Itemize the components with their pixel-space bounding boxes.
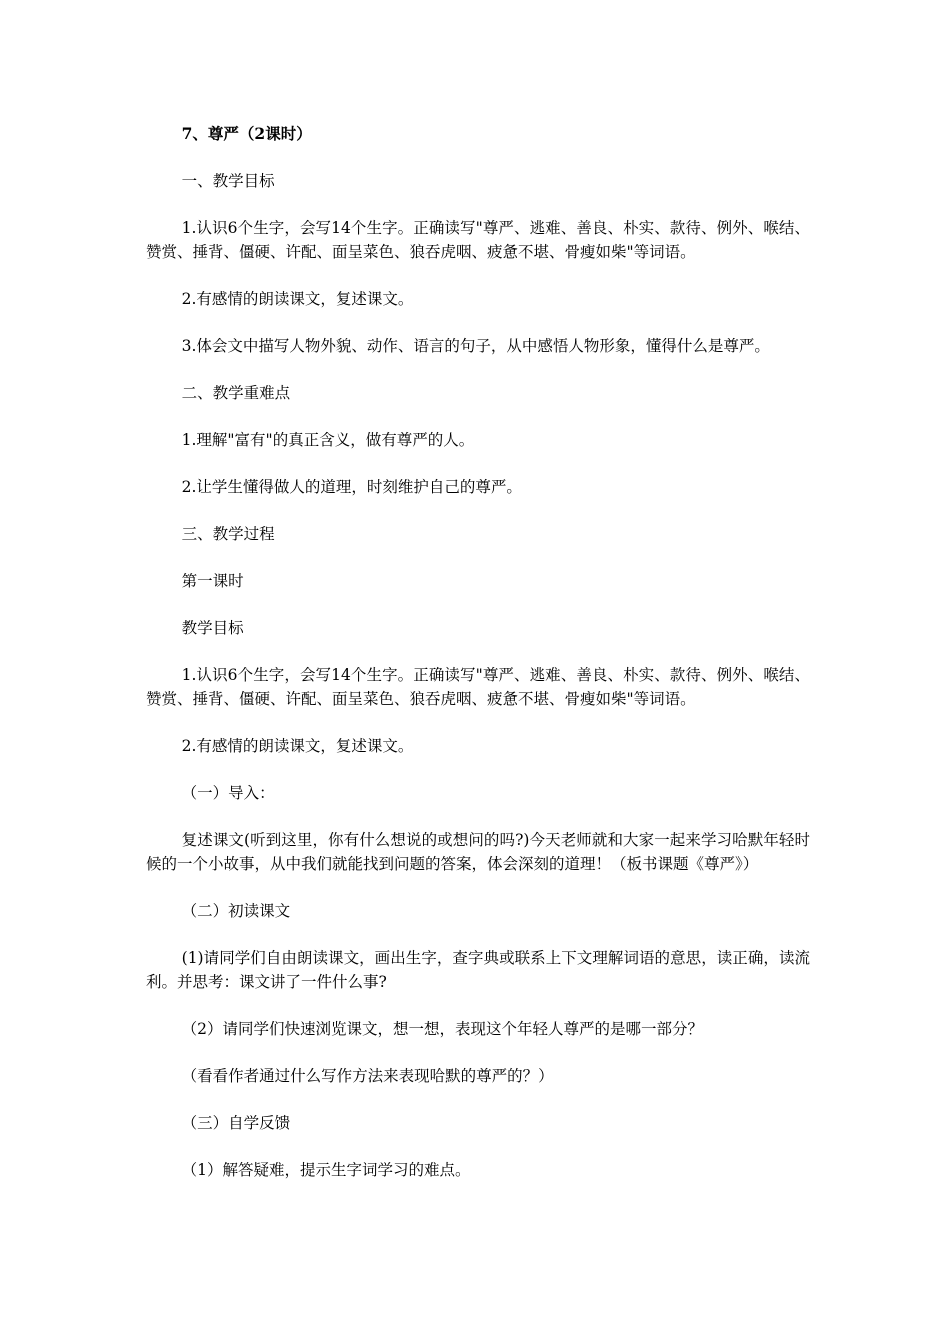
document-title: 7、尊严（2课时）	[181, 124, 312, 143]
section-heading-objectives: 一、教学目标	[181, 172, 275, 190]
paragraph: 1.理解"富有"的真正含义，做有尊严的人。	[181, 431, 475, 449]
paragraph: 复述课文(听到这里，你有什么想说的或想问的吗?)今天老师就和大家一起来学习哈默年轻时候的一个小故事，从中我们就能找到问题的答案，体会深刻的道理！（板书课题《尊严》）	[146, 831, 810, 873]
lesson-heading: 第一课时	[181, 572, 244, 590]
paragraph: 2.有感情的朗读课文，复述课文。	[181, 737, 414, 755]
document-body	[146, 122, 810, 1205]
subsection-heading: 教学目标	[181, 619, 244, 637]
paragraph: 3.体会文中描写人物外貌、动作、语言的句子，从中感悟人物形象，懂得什么是尊严。	[181, 337, 770, 355]
paragraph: 1.认识6个生字，会写14个生字。正确读写"尊严、逃难、善良、朴实、款待、例外、喉结、赞赏、捶背、僵硬、许配、面呈菜色、狼吞虎咽、疲惫不堪、骨瘦如柴"等词语。	[146, 219, 810, 261]
step-heading: （三）自学反馈	[181, 1114, 291, 1132]
paragraph: (1)请同学们自由朗读课文，画出生字，查字典或联系上下文理解词语的意思，读正确，读流利。并思考：课文讲了一件什么事?	[146, 949, 810, 991]
paragraph: （看看作者通过什么写作方法来表现哈默的尊严的？）	[181, 1067, 554, 1085]
paragraph: 2.有感情的朗读课文，复述课文。	[181, 290, 414, 308]
step-heading: （一）导入：	[181, 784, 275, 802]
step-heading: （二）初读课文	[181, 902, 291, 920]
paragraph: 2.让学生懂得做人的道理，时刻维护自己的尊严。	[181, 478, 522, 496]
paragraph: （2）请同学们快速浏览课文，想一想，表现这个年轻人尊严的是哪一部分？	[181, 1020, 704, 1038]
section-heading-process: 三、教学过程	[181, 525, 275, 543]
paragraph: （1）解答疑难，提示生字词学习的难点。	[181, 1161, 471, 1179]
paragraph: 1.认识6个生字，会写14个生字。正确读写"尊严、逃难、善良、朴实、款待、例外、喉结、赞赏、捶背、僵硬、许配、面呈菜色、狼吞虎咽、疲惫不堪、骨瘦如柴"等词语。	[146, 666, 810, 708]
section-heading-key-points: 二、教学重难点	[181, 384, 291, 402]
